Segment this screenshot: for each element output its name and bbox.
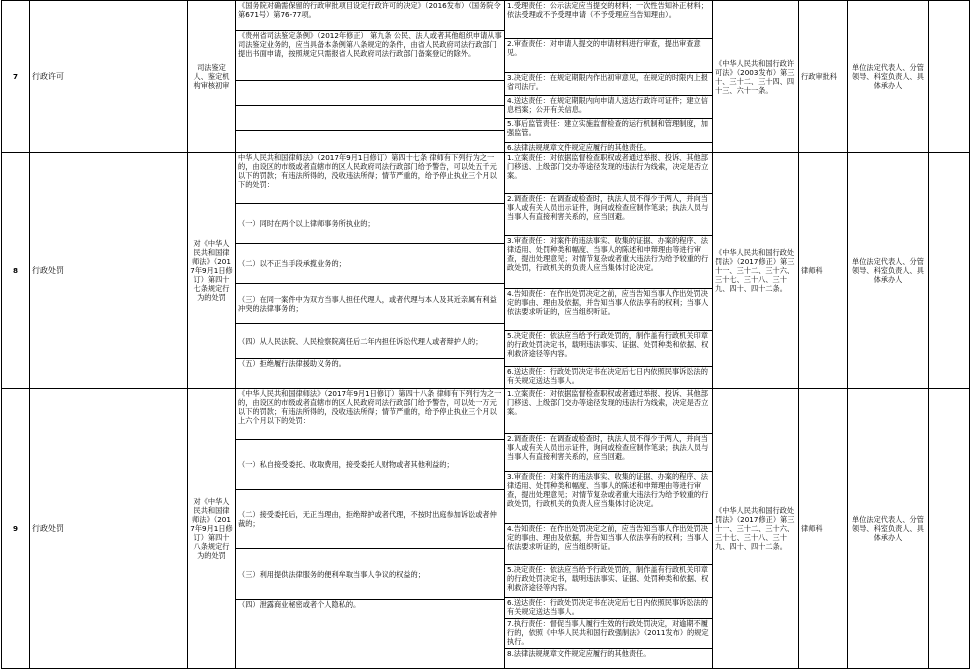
duty-list <box>505 1 713 153</box>
duty-item: 6.法律法规规章文件规定应履行的其他责任。 <box>507 143 651 152</box>
duty-item: 4.告知责任：在作出处罚决定之前，应当告知当事人作出处罚决定的事由、理由及依据，并告知当事人依法享有的权利；当事人依法要求听证的，应当组织听证。 <box>505 289 712 331</box>
basis-clause: 《中华人民共和国律师法》（2017年9月1日修订）第四十八条 律师有下列行为之一的，由设区的市级或者直辖市的区人民政府司法行政部门给予警告，可以处一万元以下的罚款；有违法所得的，没收违法所得；情节严重的，给予停止执业三个月以上六个月以下的处罚： <box>236 389 504 440</box>
responsible-department: 行政审批科 <box>799 1 848 153</box>
duty-item: 2.调查责任：在调查或检查时，执法人员不得少于两人，并向当事人或有关人员出示证件，询问或检查应制作笔录；执法人员与当事人有直接利害关系的，应当回避。 <box>505 434 712 472</box>
responsible-subject: 单位法定代表人、分管领导、科室负责人、具体承办人 <box>848 1 929 153</box>
responsible-subject: 单位法定代表人、分管领导、科室负责人、具体承办人 <box>848 389 929 669</box>
basis-clause: （二）接受委托后，无正当理由，拒绝辩护或者代理，不按时出庭参加诉讼或者仲裁的； <box>236 490 504 549</box>
duty-item: 7.执行责任：督促当事人履行生效的行政处罚决定，对逾期不履行的，依照《中华人民共和国行政强制法》（2011发布）的规定执行。 <box>505 619 712 649</box>
responsible-department: 律师科 <box>799 153 848 389</box>
responsible-subject: 单位法定代表人、分管领导、科室负责人、具体承办人 <box>848 153 929 389</box>
basis-clause: （三）利用提供法律服务的便利牟取当事人争议的权益的； <box>236 549 504 600</box>
row-number: 9 <box>2 389 30 669</box>
duty-item: 1.立案责任：对依据监督检查职权或者通过举报、投诉、其他部门移送、上级部门交办等途径发现的违法行为线索，决定是否立案。 <box>505 153 712 194</box>
duty-item: 2.调查责任：在调查或检查时，执法人员不得少于两人，并向当事人或有关人员出示证件，询问或检查应制作笔录；执法人员与当事人有直接利害关系的，应当回避。 <box>505 194 712 236</box>
power-category: 行政处罚 <box>30 389 188 669</box>
legal-basis <box>236 1 505 153</box>
basis-clause: （一）同时在两个以上律师事务所执业的； <box>236 204 504 244</box>
basis-clause: （五）拒绝履行法律援助义务的。 <box>238 359 346 368</box>
law-reference: 《中华人民共和国行政处罚法》（2017修正）第三十一、三十二、三十六、三十七、三十八、三十九、四十、四十二条。 <box>713 153 799 389</box>
duty-list <box>505 153 713 389</box>
remarks <box>929 153 970 389</box>
duty-item: 5.决定责任：依法应当给予行政处罚的，制作盖有行政机关印章的行政处罚决定书，载明违法事实、证据、处罚种类和依据、权利救济途径等内容。 <box>505 331 712 367</box>
duty-item: 4.告知责任：在作出处罚决定之前，应当告知当事人作出处罚决定的事由、理由及依据，并告知当事人依法享有的权利；当事人依法要求听证的，应当组织听证。 <box>505 524 712 565</box>
power-item-name: 对《中华人民共和国律师法》（2017年9月1日修订）第四十八条规定行为的处罚 <box>188 389 236 669</box>
basis-clause <box>236 81 504 106</box>
basis-clause: （二）以不正当手段承揽业务的； <box>236 244 504 284</box>
duty-item: 5.事后监管责任：建立实施监督检查的运行机制和管理制度，加强监管。 <box>505 119 712 143</box>
basis-clause: （一）私自接受委托、收取费用，接受委托人财物或者其他利益的； <box>236 440 504 490</box>
row-number: 8 <box>2 153 30 389</box>
responsible-department: 律师科 <box>799 389 848 669</box>
basis-clause: （四）泄露商业秘密或者个人隐私的。 <box>238 600 361 609</box>
duty-item: 6.送达责任：行政处罚决定书在决定后七日内依照民事诉讼法的有关规定送达当事人。 <box>507 367 708 385</box>
duty-item: 4.送达责任：在规定期限内向申请人送达行政许可证件；建立信息档案；公开有关信息。 <box>505 96 712 119</box>
legal-basis <box>236 153 505 389</box>
duty-list <box>505 389 713 669</box>
basis-clause <box>236 106 504 131</box>
duty-item: 1.立案责任：对依据监督检查职权或者通过举报、投诉、其他部门移送、上级部门交办等途径发现的违法行为线索，决定是否立案。 <box>505 389 712 434</box>
remarks <box>929 1 970 153</box>
duty-item: 8.法律法规规章文件规定应履行的其他责任。 <box>507 649 651 658</box>
duty-item: 1.受理责任：公示法定应当提交的材料；一次性告知补正材料；依法受理或不予受理申请（不予受理应当告知理由）。 <box>505 1 712 39</box>
basis-clause: 《国务院对确需保留的行政审批项目设定行政许可的决定》（2016发布）（国务院令第671号）第76-77项。 <box>236 1 504 31</box>
table-row <box>2 153 970 389</box>
power-list-table <box>1 0 970 669</box>
law-reference: 《中华人民共和国行政处罚法》（2017修正）第三十一、三十二、三十六、三十七、三十八、三十九、四十、四十二条。 <box>713 389 799 669</box>
basis-clause: （三）在同一案件中为双方当事人担任代理人，或者代理与本人及其近亲属有利益冲突的法律事务的； <box>236 284 504 324</box>
basis-clause: （四）从人民法院、人民检察院离任后二年内担任诉讼代理人或者辩护人的； <box>236 324 504 359</box>
duty-item: 3.决定责任：在规定期限内作出初审意见，在规定的时限内上报省司法厅。 <box>505 73 712 96</box>
duty-item: 2.审查责任：对申请人提交的申请材料进行审查，提出审查意见。 <box>505 39 712 73</box>
law-reference: 《中华人民共和国行政许可法》（2003发布）第三十、三十二、三十四、四十三、六十一条。 <box>713 1 799 153</box>
basis-clause: 《贵州省司法鉴定条例》（2012年修正） 第九条 公民、法人或者其他组织申请从事司法鉴定业务的，应当具备本条例第八条规定的条件，由省人民政府司法行政部门提出书面申请，按照规定只需报省人民政府司法行政部门备案登记的除外。 <box>236 31 504 81</box>
duty-item: 3.审查责任：对案件的违法事实、收集的证据、办案的程序、法律适用、处罚种类和幅度、当事人的陈述和申辩理由等进行审查，提出处理意见；对情节复杂或者重大违法行为给予较重的行政处罚，行政机关的负责人应当集体讨论决定。 <box>505 472 712 524</box>
power-category: 行政许可 <box>30 1 188 153</box>
power-category: 行政处罚 <box>30 153 188 389</box>
duty-item: 3.审查责任：对案件的违法事实、收集的证据、办案的程序、法律适用、处罚种类和幅度、当事人的陈述和申辩理由等进行审查，提出处理意见；对情节复杂或者重大违法行为给予较重的行政处罚，行政机关的负责人应当集体讨论决定。 <box>505 236 712 289</box>
power-item-name: 对《中华人民共和国律师法》（2017年9月1日修订）第四十七条规定行为的处罚 <box>188 153 236 389</box>
table-row <box>2 1 970 153</box>
power-item-name: 司法鉴定人、鉴定机构审核初审 <box>188 1 236 153</box>
remarks <box>929 389 970 669</box>
legal-basis <box>236 389 505 669</box>
duty-item: 6.送达责任：行政处罚决定书在决定后七日内依照民事诉讼法的有关规定送达当事人。 <box>505 598 712 619</box>
table-row <box>2 389 970 669</box>
duty-item: 5.决定责任：依法应当给予行政处罚的，制作盖有行政机关印章的行政处罚决定书，载明违法事实、证据、处罚种类和依据、权利救济途径等内容。 <box>505 565 712 598</box>
row-number: 7 <box>2 1 30 153</box>
basis-clause: 中华人民共和国律师法》（2017年9月1日修订）第四十七条 律师有下列行为之一的，由设区的市级或者直辖市的区人民政府司法行政部门给予警告，可以处五千元以下的罚款；有违法所得的，没收违法所得；情节严重的，给予停止执业三个月以下的处罚： <box>236 153 504 204</box>
